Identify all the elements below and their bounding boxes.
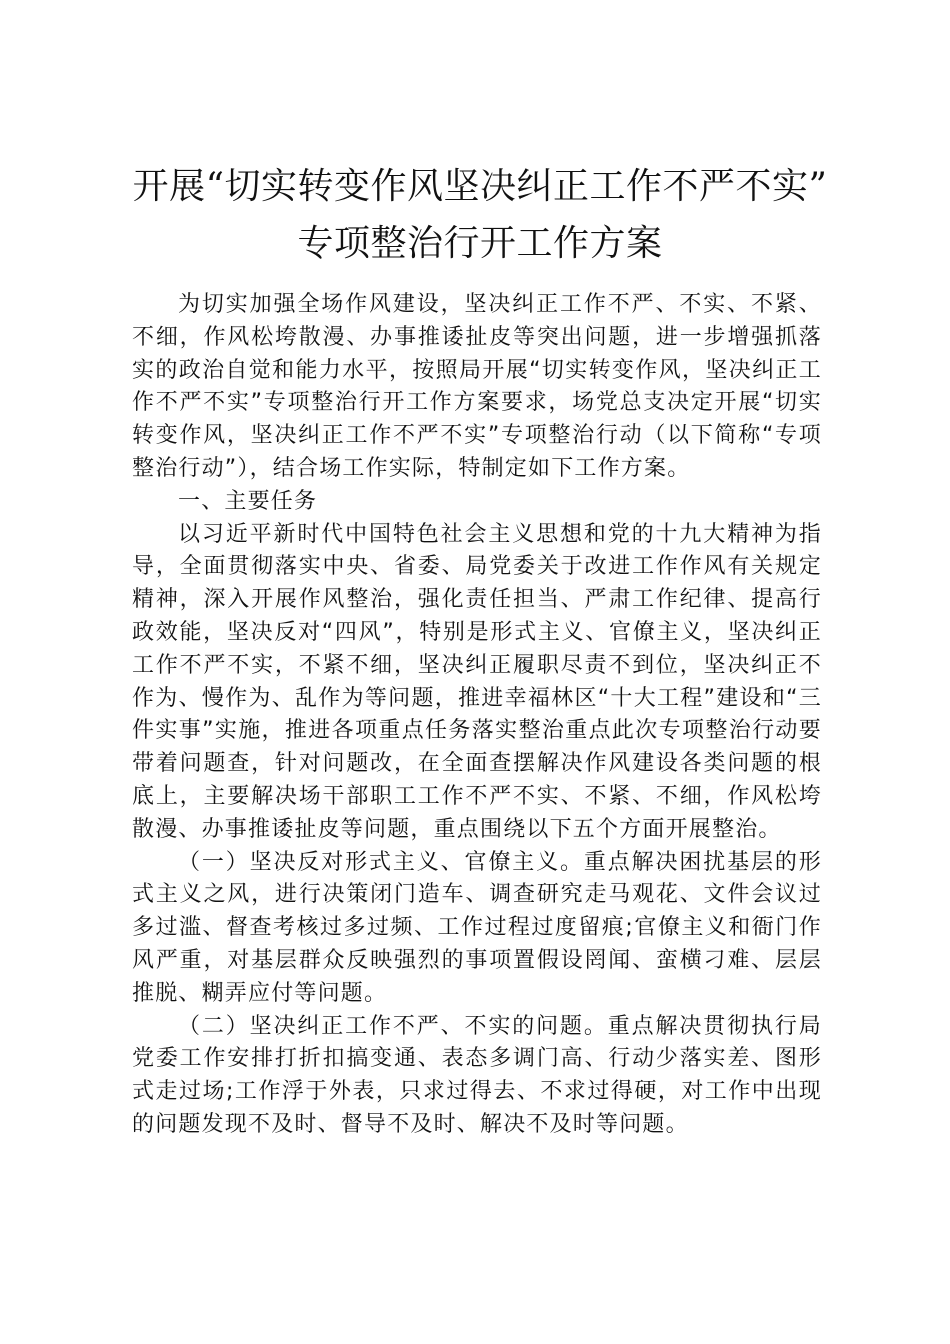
title-line-2: 专项整治行开工作方案 xyxy=(297,223,663,264)
item-one-paragraph: （一）坚决反对形式主义、官僚主义。重点解决困扰基层的形式主义之风，进行决策闭门造车、调查研究走马观花、文件会议过多过滥、督查考核过多过频、工作过程过度留痕;官僚主义和衙门作风严重，对基层群众反映强烈的事项置假设罔闻、蛮横刁难、层层推脱、糊弄应付等问题。 xyxy=(132,849,822,1006)
document-body xyxy=(132,289,822,1142)
item-two-paragraph: （二）坚决纠正工作不严、不实的问题。重点解决贯彻执行局党委工作安排打折扣搞变通、表态多调门高、行动少落实差、图形式走过场;工作浮于外表，只求过得去、不求过得硬，对工作中出现的问题发现不及时、督导不及时、解决不及时等问题。 xyxy=(132,1013,822,1137)
document-title xyxy=(90,158,870,272)
intro-paragraph: 为切实加强全场作风建设，坚决纠正工作不严、不实、不紧、不细，作风松垮散漫、办事推诿扯皮等突出问题，进一步增强抓落实的政治自觉和能力水平，按照局开展“切实转变作风，坚决纠正工作不严不实”专项整治行开工作方案要求，场党总支决定开展“切实转变作风，坚决纠正工作不严不实”专项整治行动（以下简称“专项整治行动”），结合场工作实际，特制定如下工作方案。 xyxy=(132,292,822,481)
title-line-1: 开展“切实转变作风坚决纠正工作不严不实” xyxy=(132,166,828,207)
main-tasks-paragraph: 以习近平新时代中国特色社会主义思想和党的十九大精神为指导，全面贯彻落实中央、省委、局党委关于改进工作作风有关规定精神，深入开展作风整治，强化责任担当、严肃工作纪律、提高行政效能，坚决反对“四风”，特别是形式主义、官僚主义，坚决纠正工作不严不实，不紧不细，坚决纠正履职尽责不到位，坚决纠正不作为、慢作为、乱作为等问题，推进幸福林区“十大工程”建设和“三件实事”实施，推进各项重点任务落实整治重点此次专项整治行动要带着问题查，针对问题改，在全面查摆解决作风建设各类问题的根底上，主要解决场干部职工工作不严不实、不紧、不细，作风松垮散漫、办事推诿扯皮等问题，重点围绕以下五个方面开展整治。 xyxy=(132,521,822,842)
section-heading-main-tasks: 一、主要任务 xyxy=(178,488,318,514)
